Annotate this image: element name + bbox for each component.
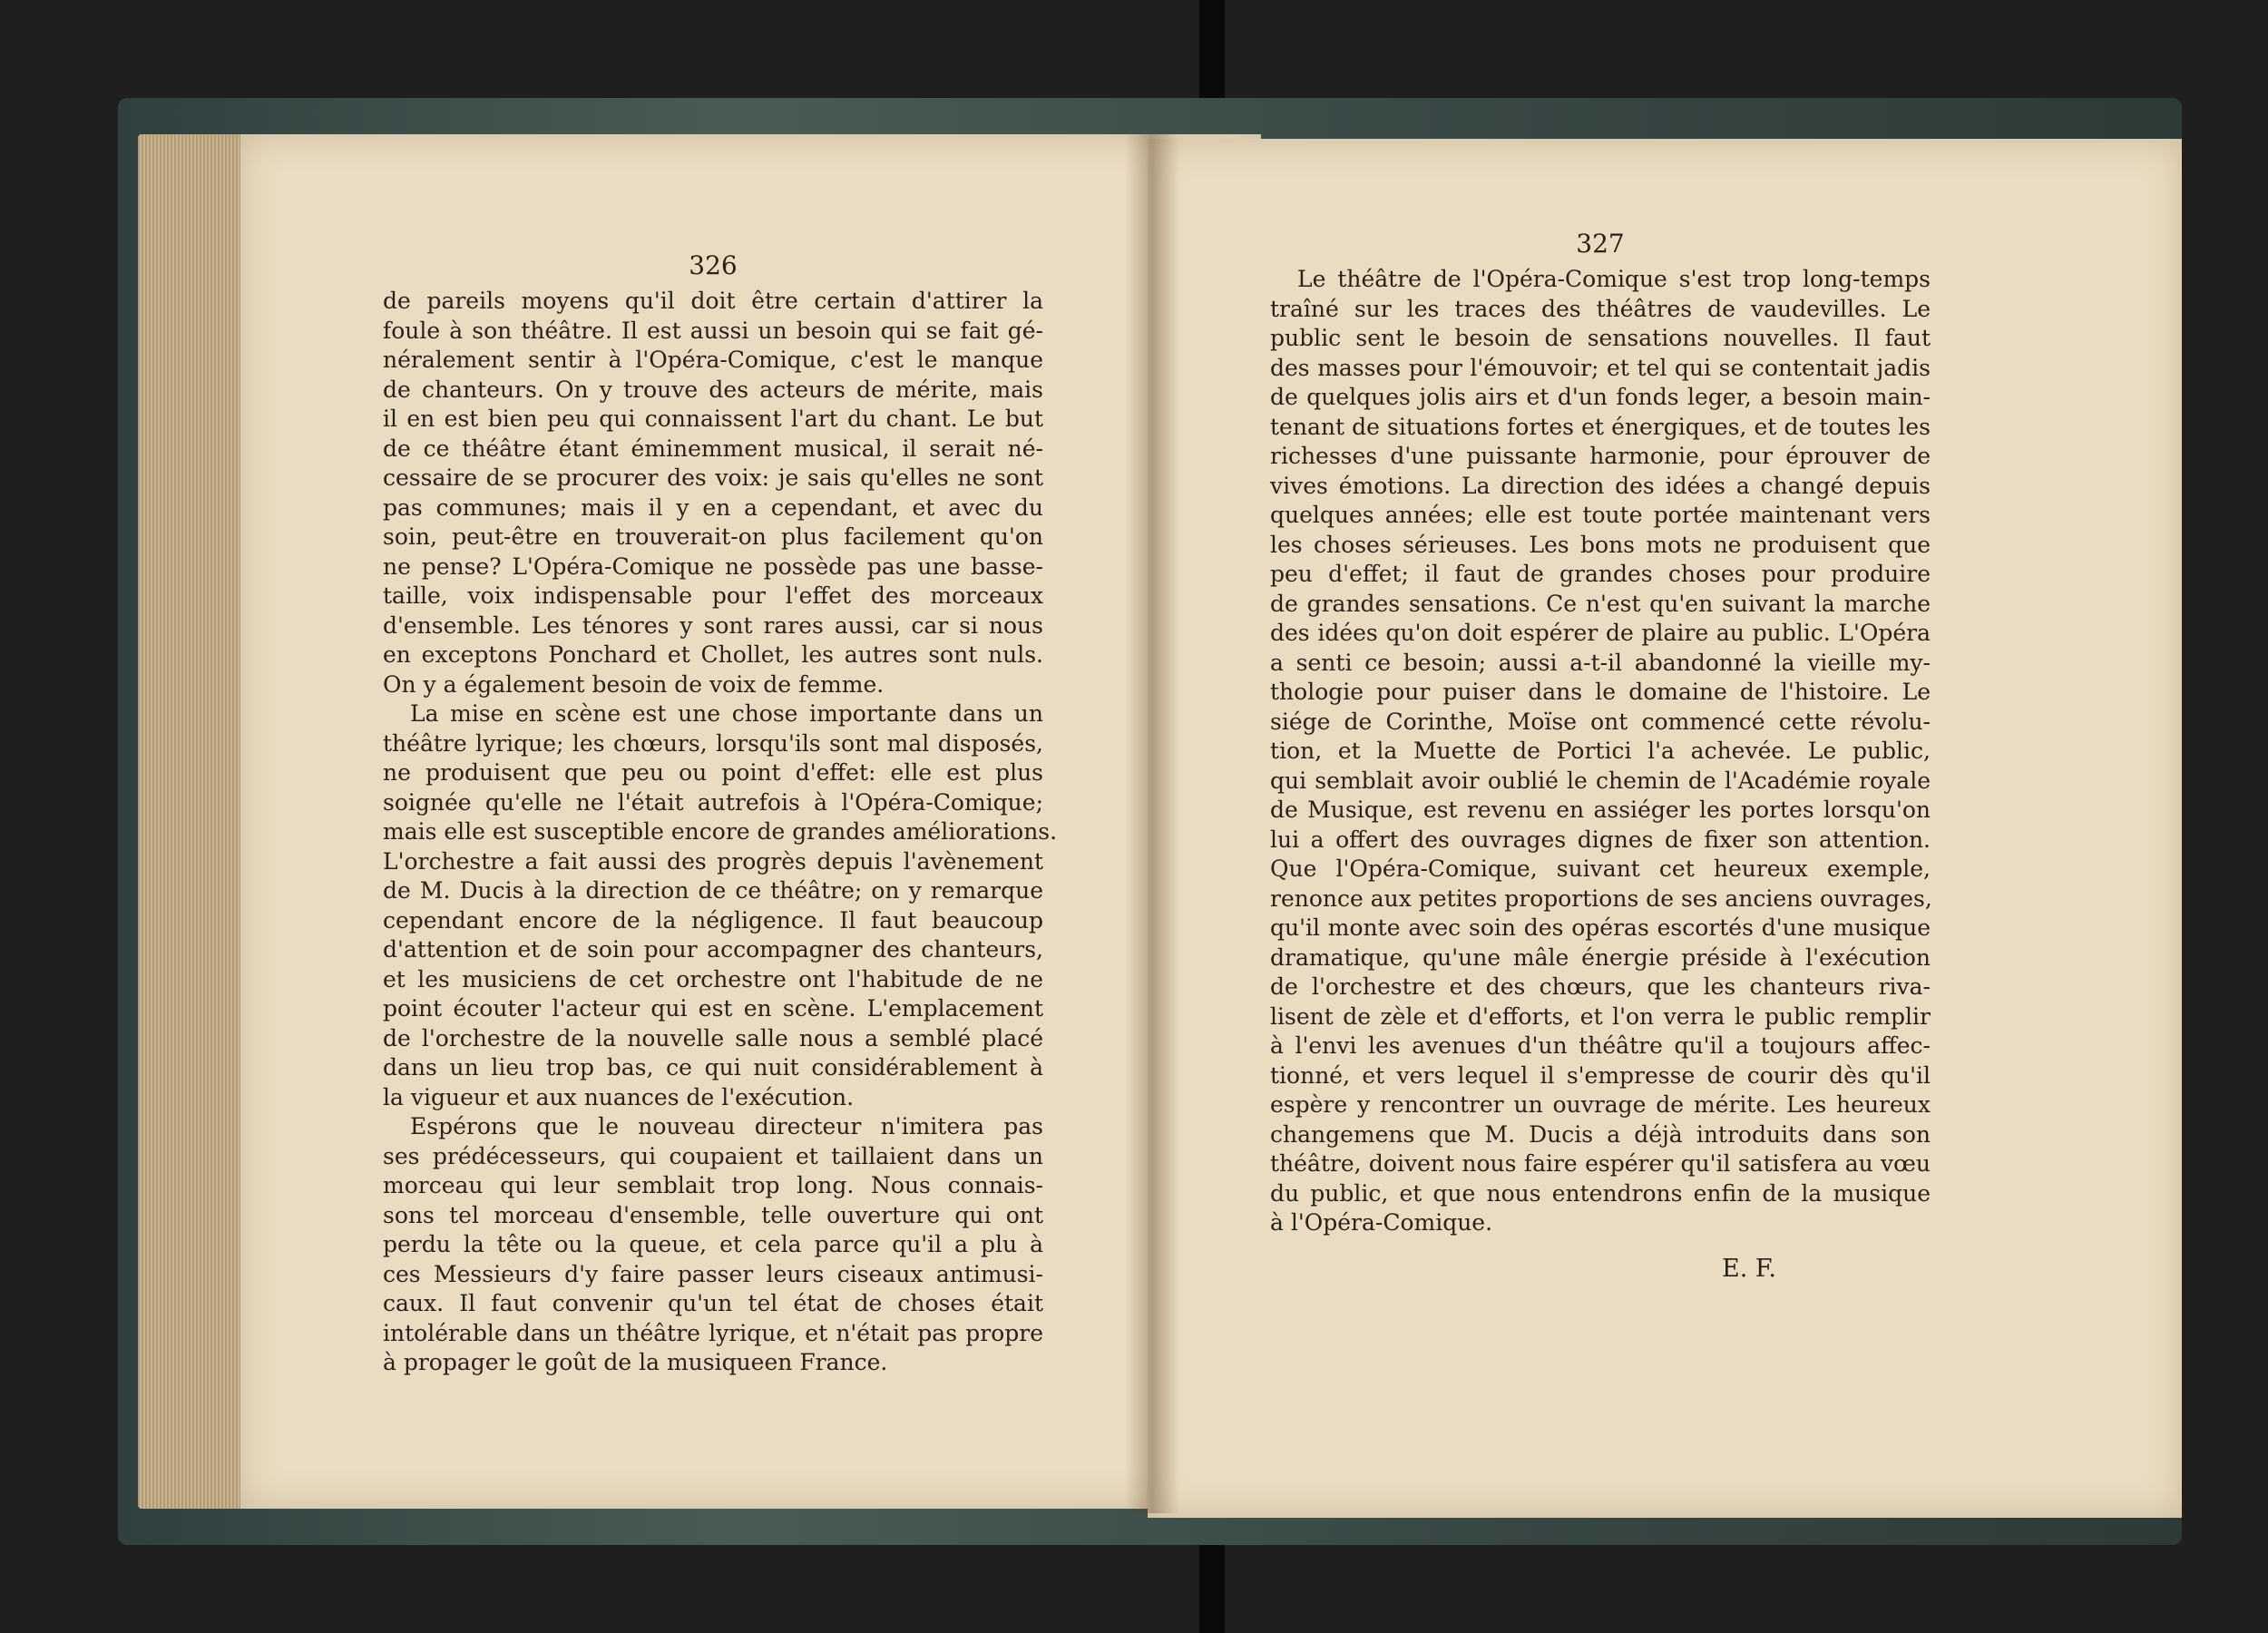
text-line: espère y rencontrer un ouvrage de mérite. Les heureux	[1270, 1091, 1931, 1118]
text-line: Le théâtre de l'Opéra-Comique s'est trop long-temps	[1297, 266, 1931, 292]
text-line: de chanteurs. On y trouve des acteurs de mérite, mais	[383, 376, 1043, 403]
text-line: changemens que M. Ducis a déjà introduits dans son	[1270, 1120, 1931, 1148]
text-line: Que l'Opéra-Comique, suivant cet heureux exemple,	[1270, 856, 1931, 882]
right-page-text	[1270, 223, 1931, 1283]
text-line: a senti ce besoin; aussi a-t-il abandonné la vieille my-	[1270, 649, 1931, 676]
text-line: sons tel morceau d'ensemble, telle ouverture qui ont	[383, 1201, 1043, 1228]
page-number: 327	[1576, 229, 1625, 259]
text-line: morceau qui leur semblait trop long. Nous connais-	[383, 1172, 1043, 1198]
text-line: de pareils moyens qu'il doit être certain d'attirer la	[383, 288, 1043, 314]
text-line: néralement sentir à l'Opéra-Comique, c'est le manque	[383, 347, 1043, 373]
text-line: d'ensemble. Les ténores y sont rares aussi, car si nous	[383, 611, 1043, 639]
author-signature: E. F.	[1722, 1254, 1776, 1283]
text-line: la vigueur et aux nuances de l'exécution.	[383, 1083, 855, 1110]
text-line: de ce théâtre étant éminemment musical, il serait né-	[383, 435, 1043, 462]
text-line: thologie pour puiser dans le domaine de l'histoire. Le	[1270, 679, 1931, 705]
text-line: public sent le besoin de sensations nouvelles. Il faut	[1270, 325, 1931, 351]
text-line: de grandes sensations. Ce n'est qu'en suivant la marche	[1270, 590, 1931, 617]
text-line: mais elle est susceptible encore de grandes améliorations.	[383, 818, 1058, 845]
text-line: pas communes; mais il y en a cependant, et avec du	[383, 494, 1043, 521]
text-line: de M. Ducis à la direction de ce théâtre; on y remarque	[383, 877, 1043, 904]
text-line: peu d'effet; il faut de grandes choses pour produire	[1270, 561, 1931, 587]
page-number: 326	[689, 250, 738, 280]
text-line: ces Messieurs d'y faire passer leurs ciseaux antimusi-	[383, 1260, 1043, 1287]
text-line: de l'orchestre de la nouvelle salle nous a semblé placé	[383, 1024, 1043, 1051]
text-line: dramatique, qu'une mâle énergie préside à l'exécution	[1270, 944, 1931, 971]
text-line: point écouter l'acteur qui est en scène. L'emplacement	[383, 995, 1043, 1022]
text-line: cependant encore de la négligence. Il faut beaucoup	[383, 906, 1043, 934]
text-line: tion, et la Muette de Portici l'a achevée. Le public,	[1270, 738, 1931, 764]
text-line: soin, peut-être en trouverait-on plus facilement qu'on	[383, 523, 1043, 550]
book-gutter	[1125, 134, 1179, 1513]
text-line: il en est bien peu qui connaissent l'art du chant. Le but	[383, 406, 1043, 432]
text-line: ses prédécesseurs, qui coupaient et taillaient dans un	[383, 1142, 1043, 1169]
text-line: de l'orchestre et des chœurs, que les chanteurs riva-	[1270, 973, 1931, 1000]
text-line: dans un lieu trop bas, ce qui nuit considérablement à	[383, 1054, 1043, 1081]
text-line: soignée qu'elle ne l'était autrefois à l'Opéra-Comique;	[383, 788, 1043, 816]
text-line: ne produisent que peu ou point d'effet: elle est plus	[383, 759, 1043, 786]
text-line: à l'Opéra-Comique.	[1270, 1209, 1493, 1236]
text-line: lui a offert des ouvrages dignes de fixer son attention.	[1270, 826, 1931, 853]
text-line: à l'envi les avenues d'un théâtre qu'il a toujours affec-	[1270, 1032, 1931, 1059]
text-line: perdu la tête ou la queue, et cela parce qu'il a plu à	[383, 1231, 1043, 1257]
text-line: d'attention et de soin pour accompagner des chanteurs,	[383, 936, 1043, 963]
text-line: les choses sérieuses. Les bons mots ne produisent que	[1270, 531, 1931, 558]
text-line: et les musiciens de cet orchestre ont l'habitude de ne	[383, 965, 1043, 993]
text-line: quelques années; elle est toute portée maintenant vers	[1270, 502, 1931, 528]
text-line: On y a également besoin de voix de femme.	[383, 670, 885, 698]
text-line: lisent de zèle et d'efforts, et l'on verra le public remplir	[1270, 1002, 1931, 1030]
text-line: La mise en scène est une chose importante dans un	[410, 700, 1043, 727]
text-line: cessaire de se procurer des voix: je sais qu'elles ne sont	[383, 464, 1043, 491]
text-line: siége de Corinthe, Moïse ont commencé cette révolu-	[1270, 708, 1931, 735]
text-line: tenant de situations fortes et énergiques, et de toutes les	[1270, 413, 1931, 440]
text-line: théâtre lyrique; les chœurs, lorsqu'ils sont mal disposés,	[383, 729, 1043, 757]
text-line: Espérons que le nouveau directeur n'imitera pas	[410, 1113, 1043, 1139]
left-page-text	[383, 245, 1058, 1378]
text-line: ne pense? L'Opéra-Comique ne possède pas une basse-	[383, 552, 1043, 580]
text-line: qu'il monte avec soin des opéras escortés d'une musique	[1270, 914, 1931, 941]
text-line: des idées qu'on doit espérer de plaire au public. L'Opéra	[1270, 620, 1931, 646]
text-line: en exceptons Ponchard et Chollet, les autres sont nuls.	[383, 641, 1043, 668]
text-line: foule à son théâtre. Il est aussi un besoin qui se fait gé-	[383, 317, 1043, 344]
text-line: taille, voix indispensable pour l'effet des morceaux	[383, 582, 1043, 609]
text-line: L'orchestre a fait aussi des progrès depuis l'avènement	[383, 847, 1043, 875]
text-line: à propager le goût de la musiqueen France.	[383, 1349, 888, 1375]
text-line: qui semblait avoir oublié le chemin de l'Académie royale	[1270, 767, 1931, 794]
text-line: caux. Il faut convenir qu'un tel état de choses était	[383, 1290, 1043, 1316]
text-line: théâtre, doivent nous faire espérer qu'il satisfera au vœu	[1270, 1150, 1931, 1177]
text-line: vives émotions. La direction des idées a changé depuis	[1270, 472, 1931, 499]
text-line: de quelques jolis airs et d'un fonds leger, a besoin main-	[1270, 384, 1931, 410]
page-edges-left	[138, 134, 247, 1509]
text-line: richesses d'une puissante harmonie, pour éprouver de	[1270, 443, 1931, 469]
text-line: renonce aux petites proportions de ses anciens ouvrages,	[1270, 885, 1932, 912]
text-line: traîné sur les traces des théâtres de vaudevilles. Le	[1270, 295, 1931, 322]
text-line: tionné, et vers lequel il s'empresse de courir dès qu'il	[1270, 1061, 1931, 1089]
text-line: des masses pour l'émouvoir; et tel qui se contentait jadis	[1270, 354, 1931, 381]
text-line: intolérable dans un théâtre lyrique, et n'était pas propre	[383, 1319, 1043, 1346]
text-line: de Musique, est revenu en assiéger les portes lorsqu'on	[1270, 797, 1931, 823]
text-line: du public, et que nous entendrons enfin de la musique	[1270, 1179, 1931, 1207]
